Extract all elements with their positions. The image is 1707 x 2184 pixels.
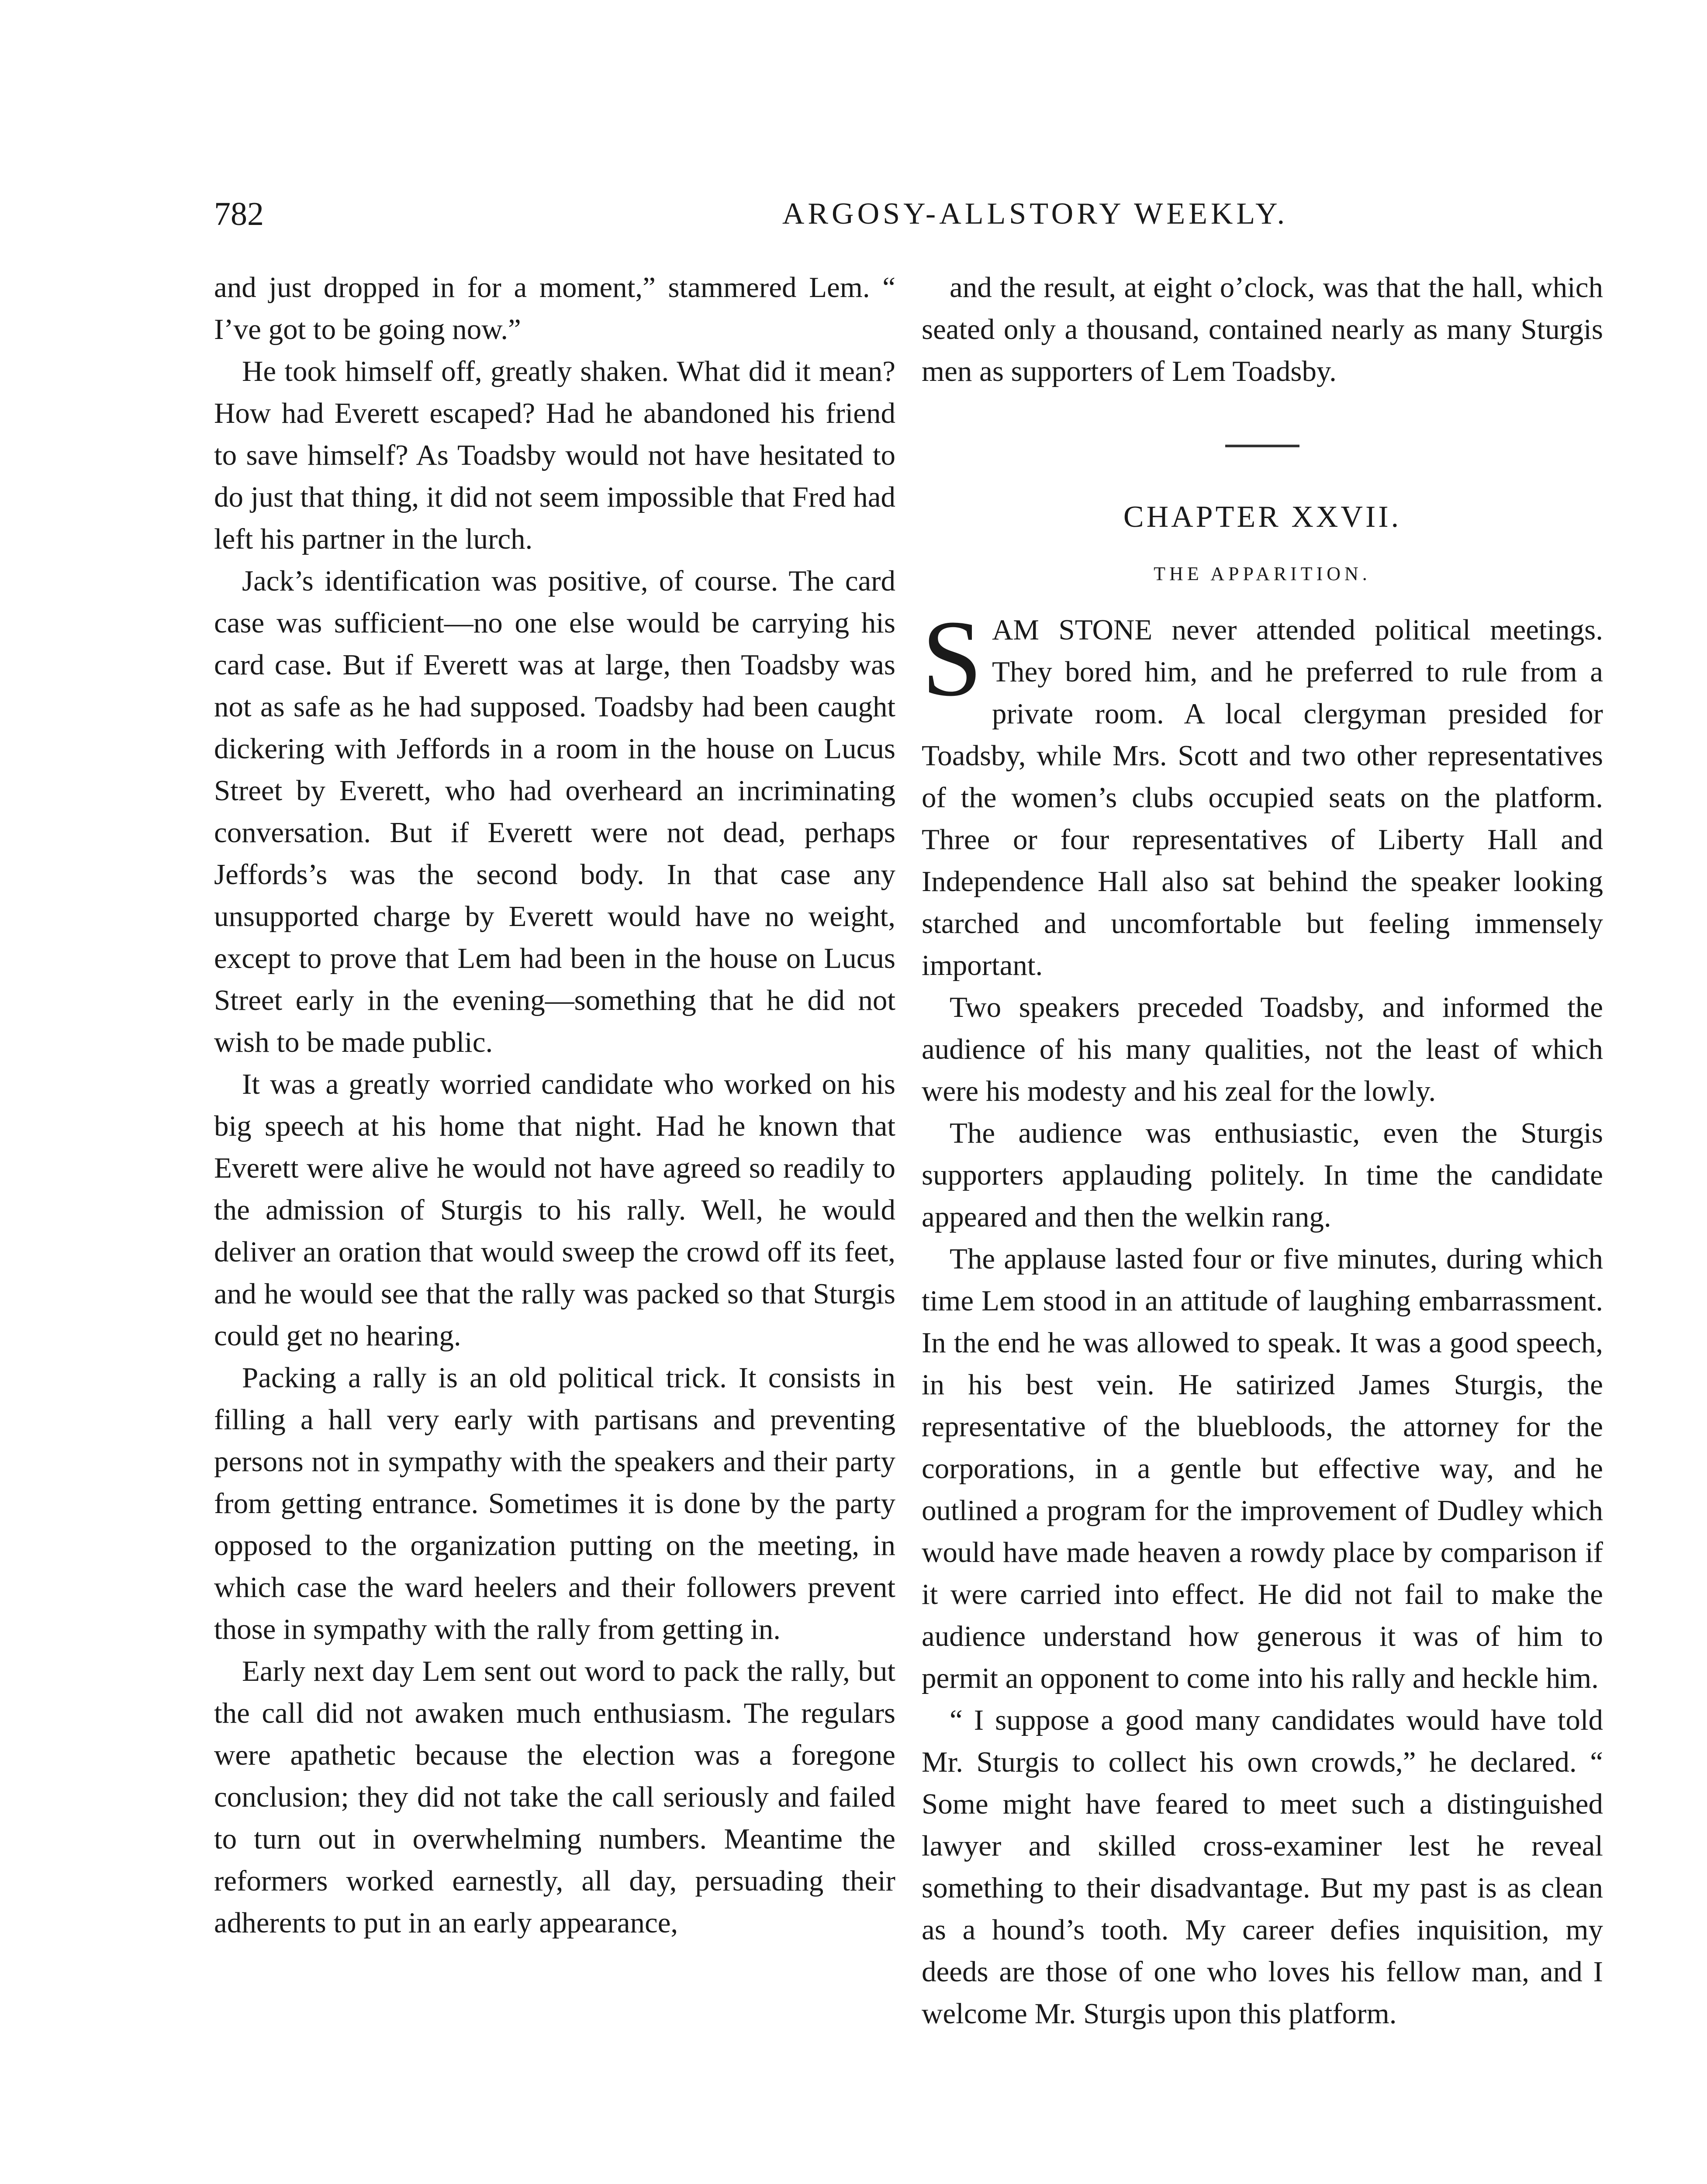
paragraph: and the result, at eight o’clock, was that the hall, which seated only a thousand, contained nearly as many Sturgis men as supporters of Lem Toadsby. <box>922 271 1603 387</box>
page-number: 782 <box>214 196 264 232</box>
paragraph: It was a greatly worried candidate who worked on his big speech at his home that night. Had he known that Everett were alive he would not have agreed so readily to the admission of Sturgis to his rally. Well, he would deliver an oration that would sweep the crowd off its feet, and he would see that the rally was packed so that Sturgis could get no hearing. <box>214 1068 895 1352</box>
drop-cap: S <box>922 598 983 719</box>
chapter-subtitle: THE APPARITION. <box>1154 563 1371 584</box>
chapter-opening-paragraph <box>922 598 1603 986</box>
paragraph: He took himself off, greatly shaken. What did it mean? How had Everett escaped? Had he abandoned his friend to save himself? As Toadsby would not have hesitated to do just that thing, it did not seem impossible that Fred had left his partner in the lurch. <box>214 355 895 555</box>
paragraph: Packing a rally is an old political trick. It consists in filling a hall very early with partisans and preventing persons not in sympathy with the speakers and their party from getting entrance. Sometimes it is done by the party opposed to the organization putting on the meeting, in which case the ward heelers and their followers prevent those in sympathy with the rally from getting in. <box>214 1362 895 1645</box>
paragraph: Jack’s identification was positive, of course. The card case was sufficient—no one else would be carrying his card case. But if Everett was at large, then Toadsby was not as safe as he had supposed. Toadsby had been caught dickering with Jeffords in a room in the house on Lucus Street by Everett, who had overheard an incriminating conversation. But if Everett were not dead, perhaps Jeffords’s was the second body. In that case any unsupported charge by Everett would have no weight, except to prove that Lem had been in the house on Lucus Street early in the evening—something that he did not wish to be made public. <box>214 565 895 1058</box>
paragraph: and just dropped in for a moment,” stammered Lem. “ I’ve got to be going now.” <box>214 271 895 346</box>
paragraph: The audience was enthusiastic, even the Sturgis supporters applauding politely. In time the candidate appeared and then the welkin rang. <box>922 1117 1603 1233</box>
paragraph: Early next day Lem sent out word to pack the rally, but the call did not awaken much enthusiasm. The regulars were apathetic because the election was a foregone conclusion; they did not take the call seriously and failed to turn out in overwhelming numbers. Meantime the reformers worked earnestly, all day, persuading their adherents to put in an early appearance, <box>214 1655 895 1939</box>
paragraph: Two speakers preceded Toadsby, and informed the audience of his many qualities, not the least of which were his modesty and his zeal for the lowly. <box>922 991 1603 1107</box>
paragraph: “ I suppose a good many candidates would have told Mr. Sturgis to collect his own crowds,” he declared. “ Some might have feared to meet such a distinguished lawyer and skilled cross-examiner lest he reveal something to their disadvantage. But my past is as clean as a hound’s tooth. My career defies inquisition, my deeds are those of one who loves his fellow man, and I welcome Mr. Sturgis upon this platform. <box>922 1704 1603 2030</box>
right-column <box>922 266 1603 2035</box>
section-divider <box>1225 445 1299 447</box>
running-title: ARGOSY-ALLSTORY WEEKLY. <box>782 197 1289 231</box>
chapter-title: CHAPTER XXVII. <box>1123 500 1402 534</box>
paragraph: The applause lasted four or five minutes, during which time Lem stood in an attitude of laughing embarrassment. In the end he was allowed to speak. It was a good speech, in his best vein. He satirized James Sturgis, the representative of the bluebloods, the attorney for the corporations, in a gentle but effective way, and he outlined a program for the improvement of Dudley which would have made heaven a rowdy place by comparison if it were carried into effect. He did not fail to make the audience understand how generous it was of him to permit an opponent to come into his rally and heckle him. <box>922 1243 1603 1694</box>
page-header <box>214 192 1612 240</box>
left-column <box>214 266 895 1944</box>
opening-paragraph-text: AM STONE never attended political meetings. They bored him, and he preferred to rule from a private room. A local clergyman presided for Toadsby, while Mrs. Scott and two other representatives of the women’s clubs occupied seats on the platform. Three or four representatives of Liberty Hall and Independence Hall also sat behind the speaker looking starched and uncomfortable but feeling immensely important. <box>922 614 1603 981</box>
